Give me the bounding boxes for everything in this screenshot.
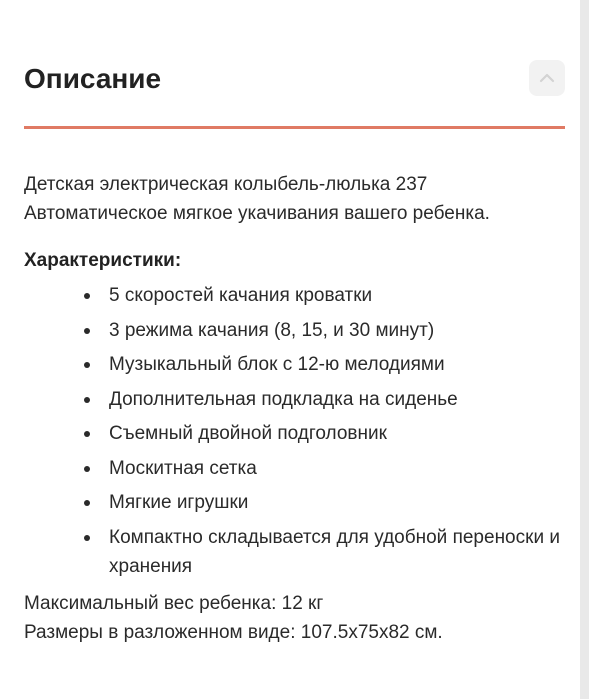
feature-text: Дополнительная подкладка на сиденье [109, 388, 458, 410]
list-item [24, 419, 569, 448]
feature-text: 3 режима качания (8, 15, и 30 минут) [109, 319, 435, 341]
list-item [24, 385, 569, 414]
list-item [24, 488, 569, 517]
bullet-icon [84, 293, 90, 299]
list-item [24, 316, 569, 345]
list-item [24, 454, 569, 483]
section-title: Описание [24, 63, 162, 94]
intro-text [24, 170, 569, 228]
list-item [24, 281, 569, 310]
feature-text: Компактно складывается для удобной переноски и хранения [109, 526, 560, 577]
footer-specs [24, 589, 569, 647]
bullet-icon [84, 466, 90, 472]
list-item [24, 350, 569, 379]
feature-text: Музыкальный блок с 12-ю мелодиями [109, 354, 445, 375]
list-item [24, 523, 569, 581]
bullet-icon [84, 328, 90, 334]
bullet-icon [84, 431, 90, 437]
bullet-icon [84, 397, 90, 403]
dimensions-text: Размеры в разложенном виде: 107.5x75x82 см. [24, 621, 443, 643]
specs-heading: Характеристики: [24, 250, 182, 271]
bullet-icon [84, 535, 90, 541]
intro-line: Детская электрическая колыбель-люлька 237 [24, 174, 428, 195]
feature-text: Мягкие игрушки [109, 492, 249, 513]
feature-text: Москитная сетка [109, 457, 257, 479]
bullet-icon [84, 500, 90, 506]
section-header [24, 52, 565, 108]
description-body [24, 170, 569, 647]
section-divider [24, 126, 565, 129]
feature-text: 5 скоростей качания кроватки [109, 285, 373, 306]
features-list [24, 281, 569, 581]
collapse-button[interactable] [529, 60, 565, 96]
scroll-edge [580, 0, 589, 699]
max-weight-text: Максимальный вес ребенка: 12 кг [24, 592, 324, 614]
feature-text: Съемный двойной подголовник [109, 423, 387, 444]
intro-line: Автоматическое мягкое укачивания вашего ребенка. [24, 203, 490, 224]
chevron-up-icon [539, 73, 555, 83]
bullet-icon [84, 362, 90, 368]
